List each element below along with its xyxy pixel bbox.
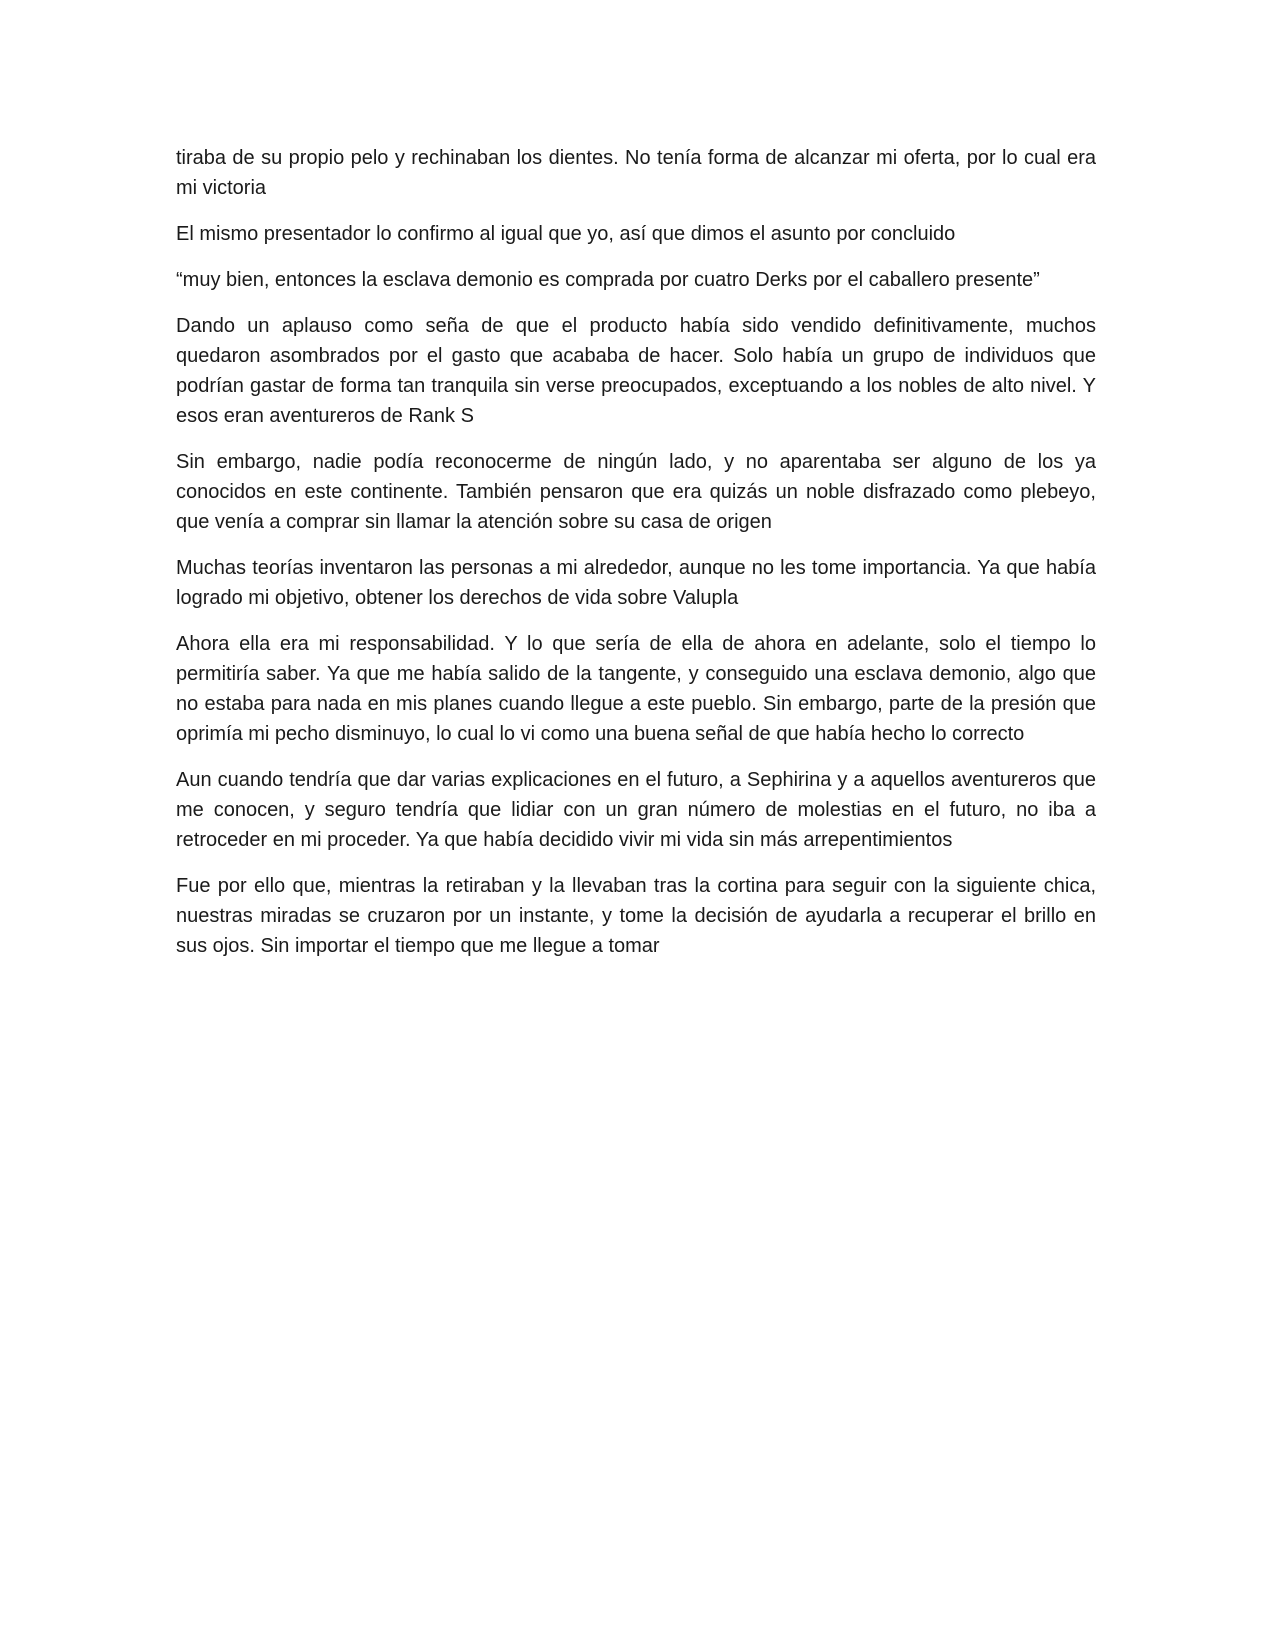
paragraph-4: Dando un aplauso como seña de que el producto había sido vendido definitivamente, muchos quedaron asombrados por el gasto que acababa de hacer. Solo había un grupo de individuos que podrían gastar de forma tan tranquila sin verse preocupados, exceptuando a los nobles de alto nivel. Y esos eran aventureros de Rank S [176, 315, 1096, 427]
paragraph-2: El mismo presentador lo confirmo al igual que yo, así que dimos el asunto por concluido [176, 223, 956, 245]
paragraph-7: Ahora ella era mi responsabilidad. Y lo que sería de ella de ahora en adelante, solo el tiempo lo permitiría saber. Ya que me había salido de la tangente, y conseguido una esclava demonio, algo que no estaba para nada en mis planes cuando llegue a este pueblo. Sin embargo, parte de la presión que oprimía mi pecho disminuyo, lo cual lo vi como una buena señal de que había hecho lo correcto [176, 633, 1096, 745]
document-body [176, 143, 1096, 977]
paragraph-5: Sin embargo, nadie podía reconocerme de ningún lado, y no aparentaba ser alguno de los ya conocidos en este continente. También pensaron que era quizás un noble disfrazado como plebeyo, que venía a comprar sin llamar la atención sobre su casa de origen [176, 451, 1096, 533]
paragraph-8: Aun cuando tendría que dar varias explicaciones en el futuro, a Sephirina y a aquellos aventureros que me conocen, y seguro tendría que lidiar con un gran número de molestias en el futuro, no iba a retroceder en mi proceder. Ya que había decidido vivir mi vida sin más arrepentimientos [176, 769, 1096, 851]
paragraph-3: “muy bien, entonces la esclava demonio es comprada por cuatro Derks por el caballero presente” [176, 269, 1040, 291]
paragraph-9: Fue por ello que, mientras la retiraban y la llevaban tras la cortina para seguir con la siguiente chica, nuestras miradas se cruzaron por un instante, y tome la decisión de ayudarla a recuperar el brillo en sus ojos. Sin importar el tiempo que me llegue a tomar [176, 875, 1096, 957]
paragraph-1: tiraba de su propio pelo y rechinaban los dientes. No tenía forma de alcanzar mi oferta, por lo cual era mi victoria [176, 147, 1096, 199]
paragraph-6: Muchas teorías inventaron las personas a mi alrededor, aunque no les tome importancia. Ya que había logrado mi objetivo, obtener los derechos de vida sobre Valupla [176, 557, 1096, 609]
